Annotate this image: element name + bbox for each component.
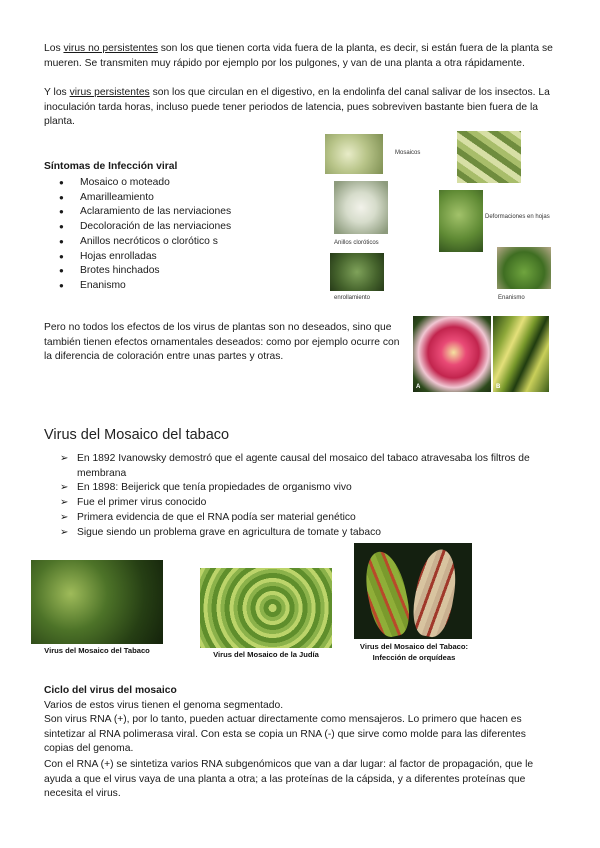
figure-label-deformaciones: Deformaciones en hojas xyxy=(485,214,550,220)
list-item: ➢ En 1892 Ivanowsky demostró que el agente causal del mosaico del tabaco atravesaba los filtros de membrana xyxy=(60,452,560,481)
figure-label-a: A xyxy=(416,384,421,390)
caption-orquideas: Virus del Mosaico del Tabaco: Infección de orquídeas xyxy=(359,642,469,662)
list-item: ● Anillos necróticos o clorótico s xyxy=(44,235,231,250)
bean-mosaic-photo xyxy=(200,568,332,648)
cycle-paragraph-2: Son virus RNA (+), por lo tanto, pueden actuar directamente como mensajeros. Lo primero que hacen es sintetizar al RNA polimerasa viral. Con esta se copia un RNA (-) que sirve como molde para las diferentes copias del genoma. xyxy=(44,714,526,755)
list-item: ● Hojas enrolladas xyxy=(44,250,231,265)
orchid-leaf-left xyxy=(359,548,414,639)
list-item: ● Mosaico o moteado xyxy=(44,176,231,191)
list-item: ➢ Fue el primer virus conocido xyxy=(60,496,560,511)
list-item: ➢ Sigue siendo un problema grave en agricultura de tomate y tabaco xyxy=(60,526,560,541)
figure-label-anillos: Anillos cloróticos xyxy=(334,240,379,246)
dwarfism-plant-photo xyxy=(497,247,551,289)
orchid-infection-photo xyxy=(354,543,472,639)
term-virus-persistentes: virus persistentes xyxy=(69,87,150,98)
figure-label-mosaicos: Mosaicos xyxy=(395,150,421,156)
mosaic-leaf-photo xyxy=(325,134,383,174)
leaf-roll-photo xyxy=(330,253,384,291)
figure-label-b: B xyxy=(496,384,501,390)
figure-label-enanismo: Enanismo xyxy=(498,295,525,301)
intro-paragraph-non-persistent: Los virus no persistentes son los que tienen corta vida fuera de la planta, es decir, si están fuera de la planta se mueren. Se transmiten muy rápido por ejemplo por los pulgones, y van de una planta a otra rápidamente. xyxy=(44,43,553,69)
symptoms-heading: Síntomas de Infección viral xyxy=(44,161,178,172)
figure-label-enrollamiento: enrollamiento xyxy=(334,295,371,301)
tmv-list xyxy=(60,452,560,540)
cycle-heading: Ciclo del virus del mosaico xyxy=(44,685,177,696)
list-item: ➢ Primera evidencia de que el RNA podía ser material genético xyxy=(60,511,560,526)
list-item: ● Amarilleamiento xyxy=(44,191,231,206)
variegated-flower-photo xyxy=(413,316,491,392)
list-item: ● Enanismo xyxy=(44,279,231,294)
cycle-paragraph-1: Varios de estos virus tienen el genoma segmentado. xyxy=(44,700,284,711)
cycle-paragraph-3: Con el RNA (+) se sintetiza varios RNA subgenómicos que van a dar lugar: al factor de propagación, que le ayuda a que el virus vaya de una planta a otra; a las proteínas de la cápsida, y a diferentes proteínas que necesita el virus. xyxy=(44,759,534,800)
section-title-tmv: Virus del Mosaico del tabaco xyxy=(44,427,230,443)
ring-spot-leaf-photo xyxy=(334,181,388,234)
list-item: ● Brotes hinchados xyxy=(44,264,231,279)
list-item: ● Decoloración de las nerviaciones xyxy=(44,220,231,235)
caption-tabaco: Virus del Mosaico del Tabaco xyxy=(44,646,150,655)
list-item: ● Aclaramiento de las nerviaciones xyxy=(44,205,231,220)
deformed-leaf-photo xyxy=(439,190,483,252)
orchid-leaf-right xyxy=(409,546,462,639)
list-item: ➢ En 1898: Beijerick que tenía propiedades de organismo vivo xyxy=(60,481,560,496)
caption-judia: Virus del Mosaico de la Judía xyxy=(213,650,319,659)
variegated-leaf-photo xyxy=(493,316,549,392)
ornamental-paragraph: Pero no todos los efectos de los virus de plantas son no deseados, sino que también tienen efectos ornamentales deseados: como por ejemplo ocurre con la diferencia de coloración entre unas partes y otras. xyxy=(44,322,400,363)
tobacco-mosaic-photo xyxy=(31,560,163,644)
term-virus-no-persistentes: virus no persistentes xyxy=(63,43,158,54)
intro-paragraph-persistent: Y los virus persistentes son los que circulan en el digestivo, en la endolinfa del canal salivar de los insectos. La inoculación tarda horas, incluso puede tener periodos de latencia, pues sobreviven bastante bien fuera de la planta. xyxy=(44,87,550,128)
mosaic-leaf-photo-2 xyxy=(457,131,521,183)
symptoms-list xyxy=(44,176,231,294)
